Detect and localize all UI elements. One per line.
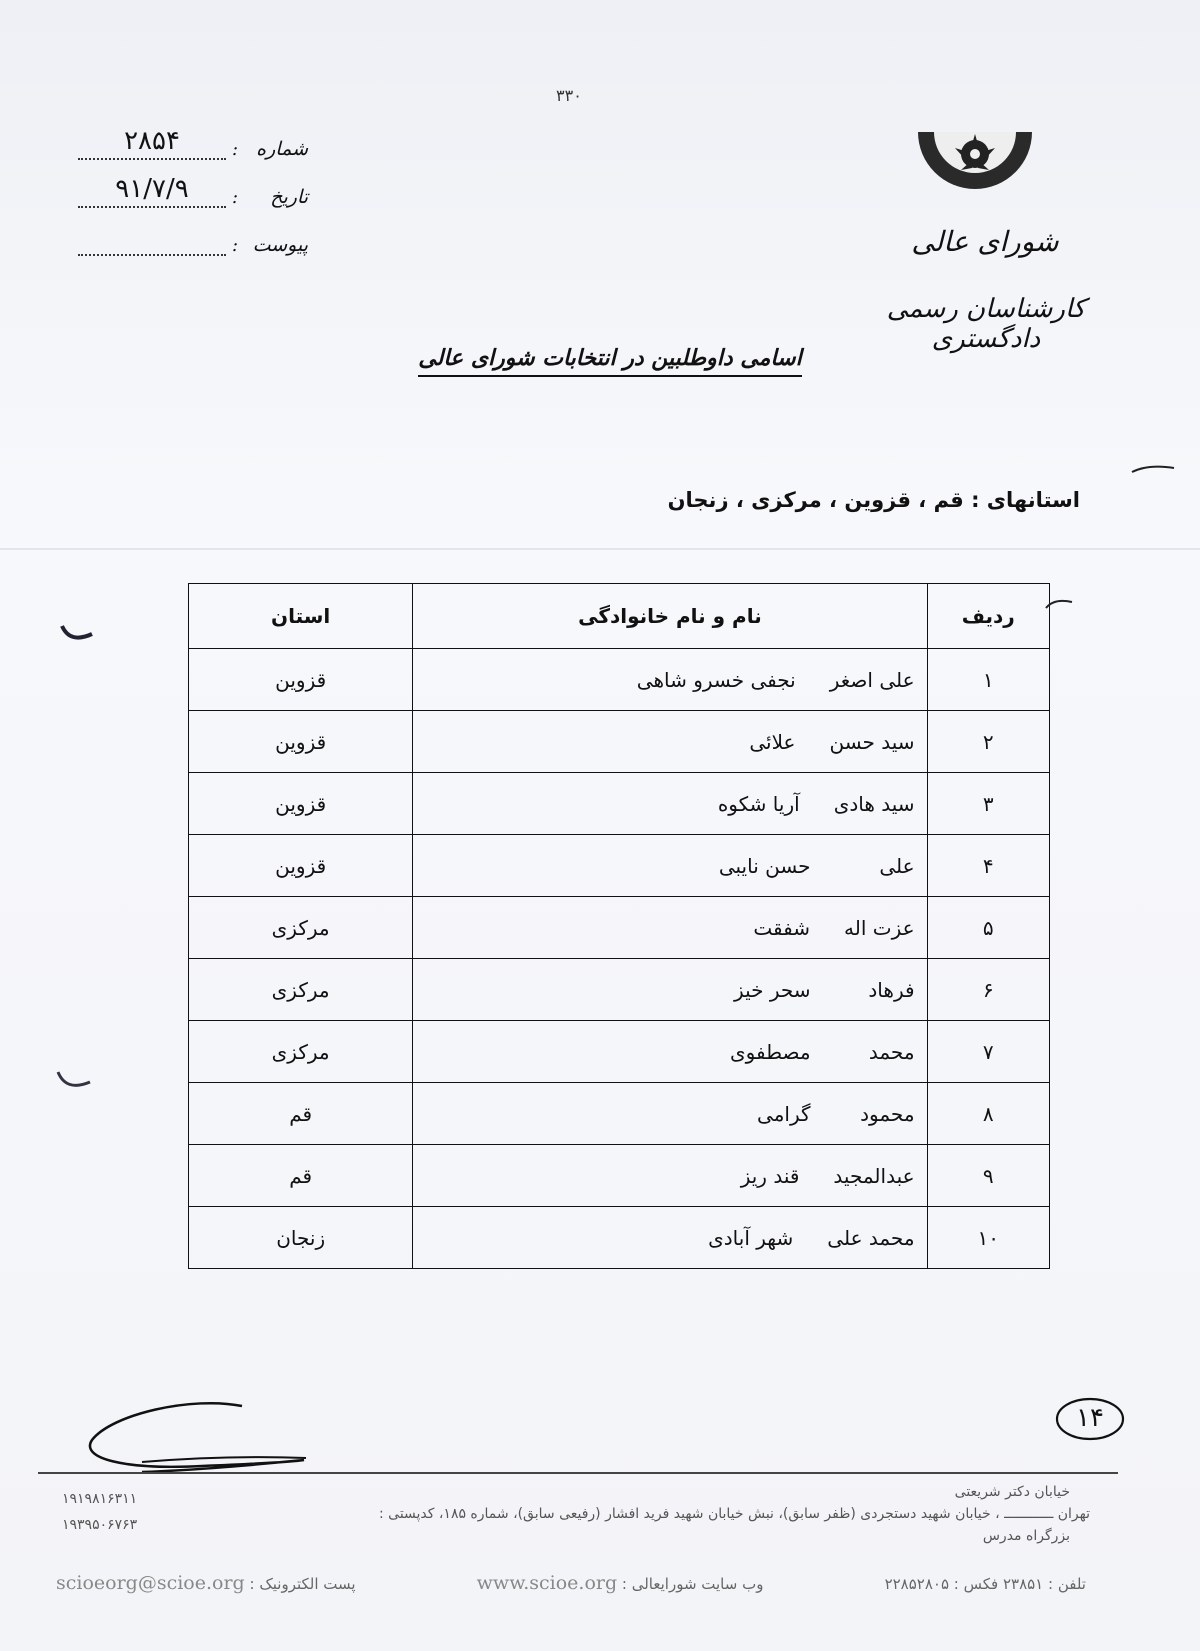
pen-mark-icon [1130, 460, 1176, 478]
last-name: حسن نایبی [718, 853, 811, 878]
first-name: علی [879, 853, 915, 878]
province: زنجان [189, 1207, 413, 1269]
header-full-name: نام و نام خانوادگی [413, 584, 927, 649]
first-name: سید هادی [833, 791, 915, 816]
address-bottom-line: بزرگراه مدرس [982, 1528, 1070, 1544]
document-title: اسامی داوطلبین در انتخابات شورای عالی [400, 346, 820, 371]
candidate-name [413, 1021, 927, 1083]
contact-line [56, 1572, 1086, 1594]
last-name: شفقت [753, 915, 811, 940]
candidate-name [413, 1207, 927, 1269]
row-number: ۹ [927, 1145, 1049, 1207]
row-number: ۱۰ [927, 1207, 1049, 1269]
first-name: عبدالمجید [833, 1163, 915, 1188]
candidate-name [413, 1083, 927, 1145]
candidate-name [413, 649, 927, 711]
header-province: استان [189, 584, 413, 649]
table-row [189, 897, 1050, 959]
table-row [189, 711, 1050, 773]
email-link[interactable]: scioeorg@scioe.org [56, 1572, 245, 1594]
first-name: محمود [860, 1101, 915, 1126]
phone-fax: تلفن : ۲۳۸۵۱ فکس : ۲۲۸۵۲۸۰۵ [884, 1575, 1086, 1593]
row-number: ۸ [927, 1083, 1049, 1145]
org-name-line1: شورای عالی [911, 225, 1059, 258]
page-number: ۱۴ [1076, 1403, 1104, 1433]
candidate-name [413, 835, 927, 897]
attachment-label: پیوست [252, 234, 308, 256]
row-number: ۴ [927, 835, 1049, 897]
table-row [189, 649, 1050, 711]
first-name: محمد [868, 1039, 915, 1064]
address-main-line: تهران ــــــــــــ ، خیابان شهید دستجردی (ظفر سابق)، نبش خیابان شهید فرید افشار (رفیعی سابق)، شماره ۱۸۵، کدپستی : [378, 1506, 1090, 1522]
province: قزوین [189, 711, 413, 773]
org-name-line2: کارشناسان رسمی دادگستری [886, 294, 1086, 354]
last-name: علائی [749, 729, 796, 754]
last-name: سحر خیز [734, 977, 811, 1002]
emblem-icon [914, 128, 1036, 204]
table-header-row [189, 584, 1050, 649]
footer-divider [38, 1472, 1118, 1474]
postal-code-1: ۱۹۱۹۸۱۶۳۱۱ [62, 1491, 138, 1507]
email-block [56, 1572, 356, 1594]
last-name: شهر آبادی [708, 1225, 794, 1250]
last-name: گرامی [757, 1101, 811, 1126]
table-row [189, 1021, 1050, 1083]
number-value: ۲۸۵۴ [78, 124, 226, 160]
province: قم [189, 1145, 413, 1207]
candidate-name [413, 773, 927, 835]
last-name: مصطفوی [729, 1039, 811, 1064]
signature-icon [82, 1400, 312, 1480]
table-row [189, 959, 1050, 1021]
table-row [189, 1083, 1050, 1145]
first-name: عزت اله [844, 915, 915, 940]
table-row [189, 835, 1050, 897]
row-number: ۶ [927, 959, 1049, 1021]
website-block [477, 1572, 764, 1594]
province: مرکزی [189, 1021, 413, 1083]
first-name: علی اصغر [829, 667, 915, 692]
last-name: قند ریز [740, 1163, 800, 1188]
candidate-name [413, 1145, 927, 1207]
letter-metadata [78, 112, 308, 256]
first-name: سید حسن [829, 729, 915, 754]
postal-code-2: ۱۹۳۹۵۰۶۷۶۳ [62, 1517, 138, 1533]
date-label: تاریخ [270, 186, 308, 208]
province: قم [189, 1083, 413, 1145]
table-row [189, 773, 1050, 835]
first-name: محمد علی [827, 1225, 915, 1250]
candidate-name [413, 711, 927, 773]
table-row [189, 1207, 1050, 1269]
website-label: وب سایت شورایعالی : [621, 1575, 764, 1593]
corner-mark: ۳۳۰ [556, 86, 582, 105]
attachment-value [78, 220, 226, 256]
province: قزوین [189, 649, 413, 711]
postal-codes [62, 1486, 172, 1538]
last-name: نجفی خسرو شاهی [636, 667, 796, 692]
number-label: شماره [256, 138, 308, 160]
paper-fold-line [0, 548, 1200, 550]
attachment-row: پیوست : [78, 208, 308, 256]
row-number: ۵ [927, 897, 1049, 959]
binder-hole-icon [60, 620, 94, 646]
pen-mark-icon [1044, 596, 1074, 612]
candidate-name [413, 897, 927, 959]
date-value: ۹۱/۷/۹ [78, 172, 226, 208]
candidate-name [413, 959, 927, 1021]
province: قزوین [189, 773, 413, 835]
province: مرکزی [189, 959, 413, 1021]
row-number: ۳ [927, 773, 1049, 835]
province: مرکزی [189, 897, 413, 959]
date-row: تاریخ : ۹۱/۷/۹ [78, 160, 308, 208]
first-name: فرهاد [868, 977, 915, 1002]
number-row: شماره : ۲۸۵۴ [78, 112, 308, 160]
row-number: ۲ [927, 711, 1049, 773]
table-row [189, 1145, 1050, 1207]
binder-hole-icon [56, 1068, 92, 1094]
header-row-number: ردیف [927, 584, 1049, 649]
address-top-line: خیابان دکتر شریعتی [954, 1484, 1070, 1500]
last-name: آریا شکوه [717, 791, 800, 816]
website-link[interactable]: www.scioe.org [476, 1572, 618, 1594]
email-label: پست الکترونیک : [249, 1575, 356, 1593]
province: قزوین [189, 835, 413, 897]
row-number: ۱ [927, 649, 1049, 711]
provinces-heading: استانهای : قم ، قزوین ، مرکزی ، زنجان [667, 488, 1080, 512]
candidates-table [188, 583, 1050, 1269]
row-number: ۷ [927, 1021, 1049, 1083]
